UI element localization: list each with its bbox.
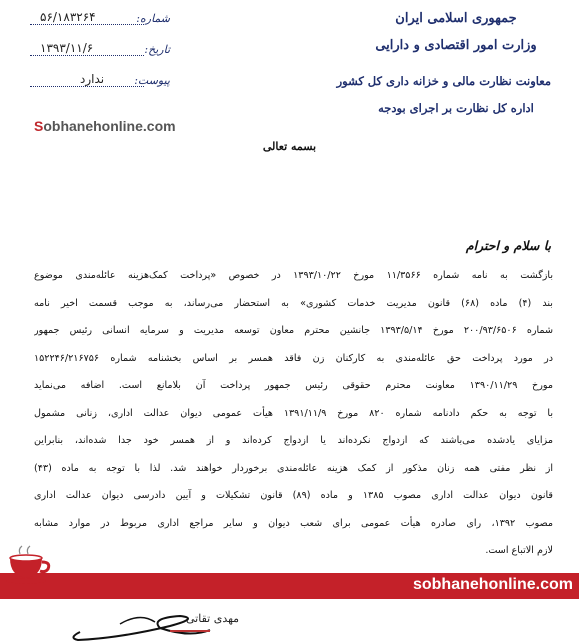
dotted-line [30,86,144,87]
letter-meta [30,10,170,103]
body-line: قانون دیوان عدالت اداری مصوب ۱۳۸۵ و ماده (۸۹) قانون تشکیلات و آیین دادرسی دیوان عدالت اداری [34,490,553,501]
meta-attachment-label: پیوست: [134,74,170,87]
letterhead-deputy: معاونت نظارت مالی و خزانه داری کل کشور [336,74,551,88]
body-line: شماره ۲۰۰/۹۳/۶۵۰۶ مورخ ۱۳۹۳/۵/۱۴ جانشین محترم معاون توسعه مدیریت و سرمایه انسانی رئیس جمهور [34,325,553,336]
body-line: از نظر مفتی همه زنان مذکور از کمک هزینه عائله‌مندی برخوردار خواهند شد. لذا با توجه به ماده (۴۳) [34,462,553,474]
teacup-logo-icon [4,544,54,584]
basmala: بسمه تعالی [262,140,317,153]
watermark-bottom: sobhanehonline.com [412,576,573,593]
salutation: با سلام و احترام [465,238,551,253]
dotted-line [30,55,144,56]
meta-number-value: ۵۶/۱۸۳۲۶۴ [40,10,96,24]
body-line: با توجه به حکم دادنامه شماره ۸۲۰ مورخ ۱۳۹۱/۱۱/۹ هیأت عمومی دیوان عدالت اداری، زنانی مشمول [34,407,553,419]
watermark-top-prefix: S [34,118,44,134]
signature-stamp-mark [170,630,210,632]
signatory-name: مهدی تقاتی [186,612,240,625]
body-line: مزایای یادشده می‌باشند که ازدواج نکرده‌اند یا ازدواج کرده‌اند و از همسر خود جدا شده‌اند، بنابراین [34,435,553,446]
watermark-top [34,118,176,134]
body-line-last: لازم الاتباع است. [485,545,553,556]
body-line: مورخ ۱۳۹۰/۱۱/۲۹ معاونت محترم حقوقی رئیس جمهور پرداخت آن بلامانع است. اضافه می‌نماید [34,380,553,391]
meta-attachment-row [30,72,170,94]
meta-date-row [30,41,170,63]
body-line: مصوب ۱۳۹۲، رای صادره هیأت عمومی برای شعب دیوان و سایر مراجع اداری مربوط در موارد مشابه [34,517,553,529]
dotted-line [30,24,144,25]
body-line: بازگشت به نامه شماره ۱۱/۳۵۶۶ مورخ ۱۳۹۳/۱۰/۲۲ در خصوص «پرداخت کمک‌هزینه عائله‌مندی موضوع [34,270,553,281]
letterhead-ministry: وزارت امور اقتصادی و دارایی [375,38,537,53]
meta-number-label: شماره: [136,12,170,25]
letter-body [34,262,553,565]
letterhead-office: اداره کل نظارت بر اجرای بودجه [378,101,534,115]
meta-attachment-value: ندارد [80,72,105,86]
meta-date-label: تاریخ: [144,43,170,56]
letterhead [336,10,551,118]
watermark-top-text: obhanehonline.com [43,118,176,134]
body-line: بند (۴) ماده (۶۸) قانون مدیریت خدمات کشوری» به استحضار می‌رساند، به موجب قسمت اخیر نامه [34,297,553,309]
meta-date-value: ۱۳۹۳/۱۱/۶ [40,41,94,55]
body-line: در مورد پرداخت حق عائله‌مندی به کارکنان زن فاقد همسر بر اساس بخشنامه شماره ۱۵۲۲۴۶/۲۱۶۷۵۶ [34,352,553,364]
meta-number-row [30,10,170,32]
letterhead-country: جمهوری اسلامی ایران [395,11,517,26]
